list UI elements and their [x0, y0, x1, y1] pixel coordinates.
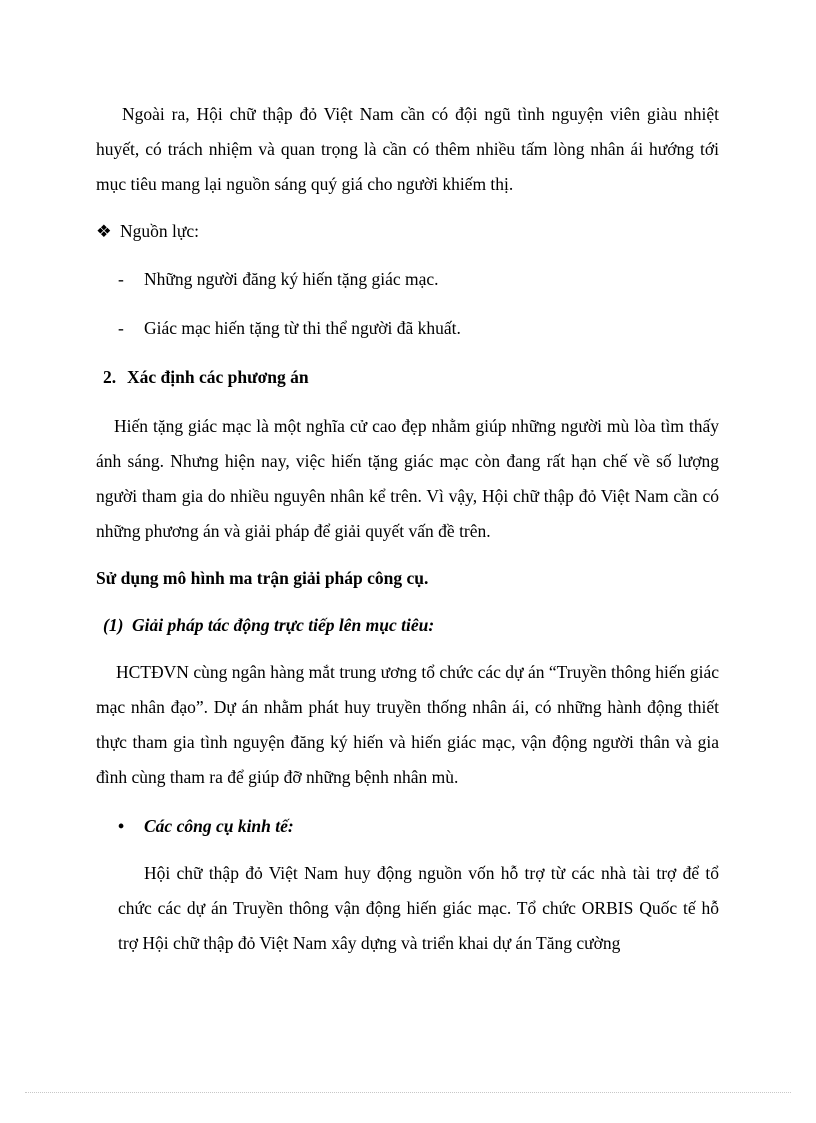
dash-marker: -	[118, 318, 124, 338]
page-bottom-divider	[25, 1092, 791, 1093]
economic-tools-label: Các công cụ kinh tế:	[144, 816, 294, 836]
section-2-title: Xác định các phương án	[127, 367, 309, 387]
resource-item-text: Những người đăng ký hiến tặng giác mạc.	[144, 269, 439, 289]
resources-label: Nguồn lực:	[120, 221, 199, 241]
resource-item	[118, 311, 461, 346]
resource-item-text: Giác mạc hiến tặng từ thi thể người đã khuất.	[144, 318, 461, 338]
diamond-bullet-icon: ❖	[96, 221, 112, 241]
hctd-paragraph: HCTĐVN cùng ngân hàng mắt trung ương tổ chức các dự án “Truyền thông hiến giác mạc nhân đạo”. Dự án nhằm phát huy truyền thống nhân ái, có những hành động thiết thực tham gia tình nguyện đăng ký hiến và hiến giác mạc, vận động người thân và gia đình cùng tham ra để giúp đỡ những bệnh nhân mù.	[96, 662, 719, 787]
section-2-heading	[103, 360, 309, 395]
intro-paragraph: Ngoài ra, Hội chữ thập đỏ Việt Nam cần có đội ngũ tình nguyện viên giàu nhiệt huyết, có trách nhiệm và quan trọng là cần có thêm nhiều tấm lòng nhân ái hướng tới mục tiêu mang lại nguồn sáng quý giá cho người khiếm thị.	[96, 104, 719, 194]
resource-item	[118, 262, 439, 297]
solution-1-number: (1)	[103, 615, 124, 635]
solution-1-heading	[103, 608, 434, 643]
economic-paragraph: Hội chữ thập đỏ Việt Nam huy động nguồn vốn hỗ trợ từ các nhà tài trợ để tổ chức các dự án Truyền thông vận động hiến giác mạc. Tổ chức ORBIS Quốc tế hỗ trợ Hội chữ thập đỏ Việt Nam xây dựng và triển khai dự án Tăng cường	[118, 863, 719, 953]
model-heading: Sử dụng mô hình ma trận giải pháp công cụ.	[96, 568, 429, 588]
economic-tools-heading	[118, 809, 294, 844]
section-2-paragraph: Hiến tặng giác mạc là một nghĩa cử cao đẹp nhằm giúp những người mù lòa tìm thấy ánh sáng. Nhưng hiện nay, việc hiến tặng giác mạc còn đang rất hạn chế về số lượng người tham gia do nhiều nguyên nhân kể trên. Vì vậy, Hội chữ thập đỏ Việt Nam cần có những phương án và giải pháp để giải quyết vấn đề trên.	[96, 416, 719, 541]
dash-marker: -	[118, 269, 124, 289]
round-bullet-icon: •	[118, 816, 125, 836]
resources-heading	[96, 214, 199, 249]
section-2-number: 2.	[103, 367, 117, 387]
solution-1-title: Giải pháp tác động trực tiếp lên mục tiêu:	[132, 615, 435, 635]
